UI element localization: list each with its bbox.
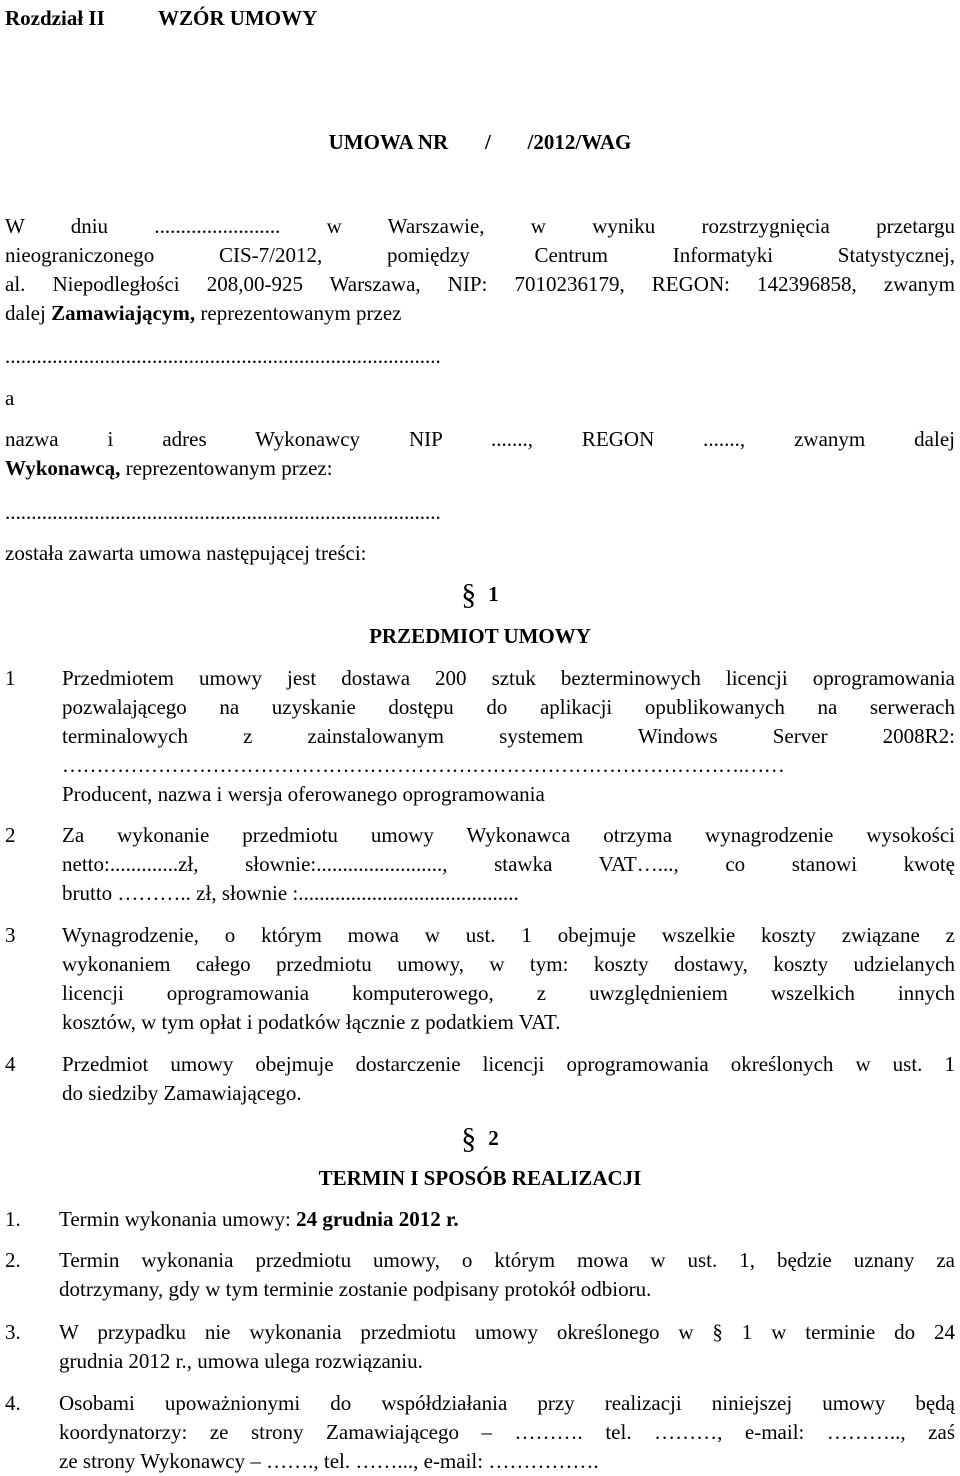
paragraph-sign: § [461,1122,477,1155]
ordering-party-term: Zamawiającym, [51,301,196,325]
section-1-number: § 1 [461,578,499,611]
section-2-number: § 2 [461,1122,499,1155]
intro-line: al. Niepodległości 208,00-925 Warszawa, NIP: 7010236179, REGON: 142396858, zwanym [5,272,955,296]
contract-title: UMOWA NR / /2012/WAG [328,130,632,154]
contractor-line: nazwa i adres Wykonawcy NIP ......., REGON ......., zwanym dalej [5,427,955,451]
deadline-date: 24 grudnia 2012 r. [296,1207,459,1231]
intro-line: dalej Zamawiającym, reprezentowanym przez [5,301,402,325]
section-2-title: TERMIN I SPOSÓB REALIZACJI [318,1166,642,1190]
intro-paragraph [5,212,955,328]
item-number: 4. [5,1391,21,1415]
item-number: 2 [5,823,16,847]
contractor-line: Wykonawcą, reprezentowanym przez: [5,456,333,480]
item-number: 4 [5,1052,16,1076]
contractor-rep-dots: ................................................................................... [5,500,441,524]
item-text: Wynagrodzenie, o którym mowa w ust. 1 obejmuje wszelkie koszty związane z wykonaniem całego przedmiotu umowy, w tym: koszty dostawy, koszty udzielanych licencji oprogramowania komputerowego, z uwzględnieniem wszelkich innych kosztów, w tym opłat i podatków łącznie z podatkiem VAT. [62,923,955,1034]
paragraph-sign: § [461,578,477,611]
intro-line: nieograniczonego CIS-7/2012, pomiędzy Centrum Informatyki Statystycznej, [5,243,955,267]
contractor-paragraph [5,425,955,483]
item-number: 1 [5,666,16,690]
section-1-title: PRZEDMIOT UMOWY [369,624,591,648]
representative-dots: ................................................................................... [5,344,441,368]
contractor-term: Wykonawcą, [5,456,121,480]
item-text: Termin wykonania umowy: 24 grudnia 2012 r. [59,1207,459,1231]
item-text: Osobami upoważnionymi do współdziałania przy realizacji niniejszej umowy będą koordynatorzy: ze strony Zamawiającego – ………. tel. ………, e-mail: ……….., zaś ze strony Wykonawcy – ……., tel. ……..., e-mail: ……………. [59,1391,955,1473]
conjunction: a [5,386,15,410]
item-number: 3. [5,1320,21,1344]
item-number: 2. [5,1248,21,1272]
item-text: W przypadku nie wykonania przedmiotu umowy określonego w § 1 w terminie do 24 grudnia 2012 r., umowa ulega rozwiązaniu. [59,1320,955,1373]
item-number: 1. [5,1207,21,1231]
contract-formed-text: została zawarta umowa następującej treści: [5,541,367,565]
item-text: Przedmiotem umowy jest dostawa 200 sztuk bezterminowych licencji oprogramowania pozwalającego na uzyskanie dostępu do aplikacji opublikowanych na serwerach terminalowych z zainstalowanym systemem Windows Server 2008R2: ……………………………………………………………………………………….…… Producent, nazwa i wersja oferowanego oprogramowania [62,666,955,806]
item-text: Termin wykonania przedmiotu umowy, o którym mowa w ust. 1, będzie uznany za dotrzymany, gdy w tym terminie zostanie podpisany protokół odbioru. [59,1248,955,1301]
item-text: Przedmiot umowy obejmuje dostarczenie licencji oprogramowania określonych w ust. 1 do siedziby Zamawiającego. [62,1052,955,1105]
chapter-label: Rozdział II [5,6,105,30]
item-text: Za wykonanie przedmiotu umowy Wykonawca otrzyma wynagrodzenie wysokości netto:.............zł, słownie:........................, stawka VAT…..., co stanowi kwotę brutto ……….. zł, słownie :.......................................... [62,823,955,905]
chapter-title: WZÓR UMOWY [158,6,318,30]
item-number: 3 [5,923,16,947]
intro-line: W dniu ........................ w Warszawie, w wyniku rozstrzygnięcia przetargu [5,214,955,238]
